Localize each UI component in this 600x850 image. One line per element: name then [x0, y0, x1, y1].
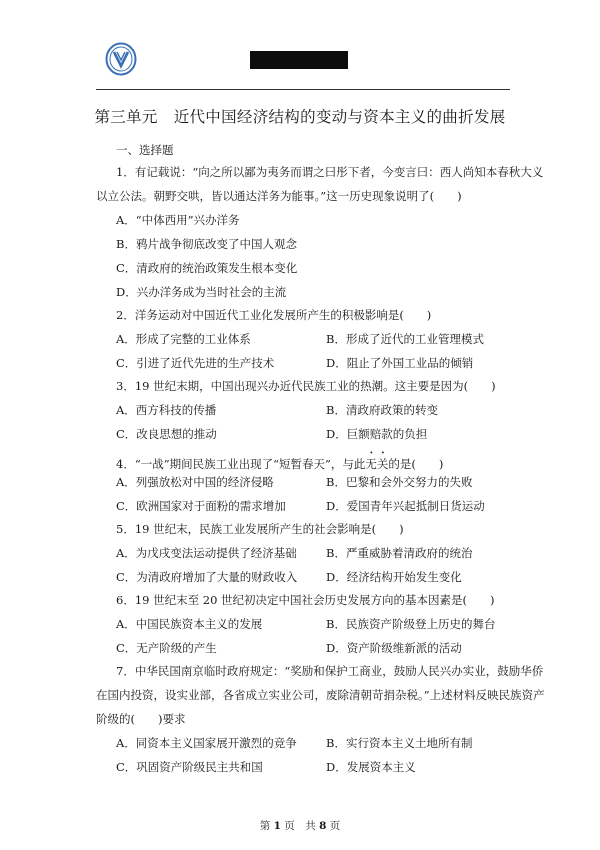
q7-stem-line-1: 7．中华民国南京临时政府规定：“奖励和保护工商业，鼓励人民兴办实业，鼓励华侨	[116, 664, 544, 678]
footer-pre: 第	[259, 820, 271, 832]
q5-option-d: D．经济结构开始发生变化	[326, 570, 462, 584]
q1-option-a: A．“中体西用”兴办洋务	[116, 213, 240, 227]
header-rule	[96, 89, 510, 90]
q5-option-a: A．为戊戌变法运动提供了经济基础	[116, 546, 297, 560]
q7-option-c: C．巩固资产阶级民主共和国	[116, 760, 263, 774]
q1-stem-line-2: 以立公法。朝野交哄，皆以通达洋务为能事。”这一历史现象说明了( )	[96, 189, 462, 203]
q4-stem	[116, 450, 443, 472]
q1-option-d: D．兴办洋务成为当时社会的主流	[116, 285, 287, 299]
q5-stem: 5．19 世纪末，民族工业发展所产生的社会影响是( )	[116, 522, 404, 536]
school-logo-icon	[105, 42, 137, 76]
q4-option-a: A．列强放松对中国的经济侵略	[116, 475, 274, 489]
q2-option-d: D．阻止了外国工业品的倾销	[326, 356, 474, 370]
q6-option-d: D．资产阶级维新派的活动	[326, 641, 462, 655]
q1-option-b: B．鸦片战争彻底改变了中国人观念	[116, 237, 297, 251]
page-footer	[0, 818, 600, 833]
q7-option-a: A．同资本主义国家展开激烈的竞争	[116, 736, 297, 750]
footer-post: 页	[329, 820, 341, 832]
q1-option-c: C．清政府的统治政策发生根本变化	[116, 261, 298, 275]
unit-label: 第三单元	[94, 108, 158, 126]
section-heading: 一、选择题	[116, 143, 174, 157]
footer-page-number: 1	[273, 820, 281, 832]
q3-option-c: C．改良思想的推动	[116, 427, 217, 441]
q2-option-c: C．引进了近代先进的生产技术	[116, 356, 275, 370]
q2-option-b: B．形成了近代的工业管理模式	[326, 332, 484, 346]
q6-stem: 6．19 世纪末至 20 世纪初决定中国社会历史发展方向的基本因素是( )	[116, 593, 495, 607]
q1-stem-line-1: 1．有记载说：“向之所以鄙为夷务而谓之曰彤下者，今变言曰：西人尚知本春秋大义	[116, 165, 544, 179]
q3-option-d: D．巨额赔款的负担	[326, 427, 428, 441]
q7-option-b: B．实行资本主义土地所有制	[326, 736, 473, 750]
q7-stem-line-2: 在国内投资，设实业部，各省成立实业公司，废除清朝苛捐杂税。”上述材料反映民族资产	[96, 688, 545, 702]
q4-stem-post: 的是( )	[388, 457, 444, 471]
q4-option-d: D．爱国青年兴起抵制日货运动	[326, 499, 485, 513]
q4-option-c: C．欧洲国家对于面粉的需求增加	[116, 499, 286, 513]
q6-option-a: A．中国民族资本主义的发展	[116, 617, 263, 631]
q3-stem: 3．19 世纪末期，中国出现兴办近代民族工业的热潮。这主要是因为( )	[116, 379, 496, 393]
redacted-header-block	[250, 51, 348, 69]
q6-option-c: C．无产阶级的产生	[116, 641, 217, 655]
q7-stem-line-3: 阶级的( )要求	[96, 712, 186, 726]
q3-option-a: A．西方科技的传播	[116, 403, 217, 417]
footer-total-pages: 8	[319, 820, 327, 832]
footer-mid: 页 共	[284, 820, 316, 832]
page-title	[0, 105, 600, 127]
q5-option-c: C．为清政府增加了大量的财政收入	[116, 570, 298, 584]
unit-title: 近代中国经济结构的变动与资本主义的曲折发展	[173, 108, 506, 126]
q4-option-b: B．巴黎和会外交努力的失败	[326, 475, 473, 489]
q7-option-d: D．发展资本主义	[326, 760, 416, 774]
q3-option-b: B．清政府政策的转变	[326, 403, 438, 417]
q2-stem: 2．洋务运动对中国近代工业化发展所产生的积极影响是( )	[116, 308, 432, 322]
q4-stem-pre: 4．“一战”期间民族工业出现了“短暂春天”，与此	[116, 457, 366, 471]
q5-option-b: B．严重威胁着清政府的统治	[326, 546, 473, 560]
q6-option-b: B．民族资产阶级登上历史的舞台	[326, 617, 496, 631]
q4-stem-emphasis: 无关	[365, 457, 389, 471]
q2-option-a: A．形成了完整的工业体系	[116, 332, 251, 346]
